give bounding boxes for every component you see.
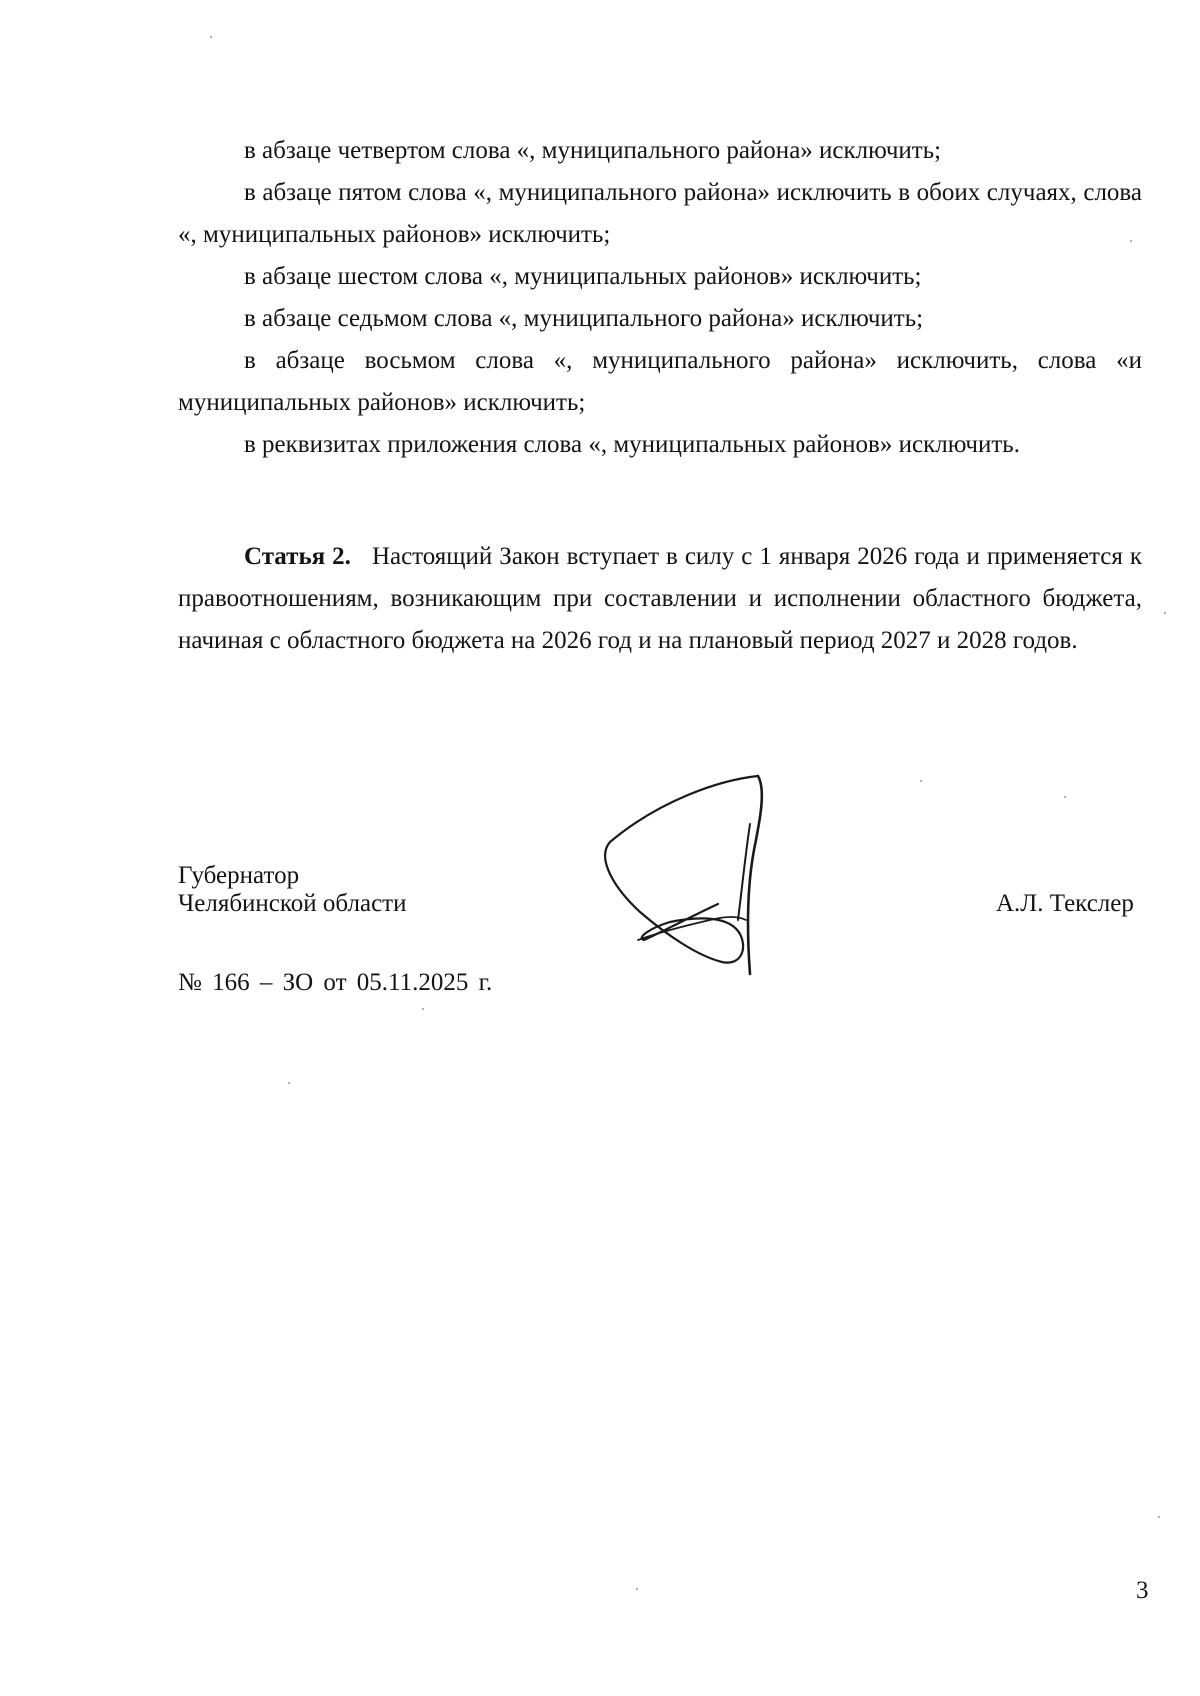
article-2 bbox=[178, 536, 1142, 662]
amendment-paragraph-4: в абзаце седьмом слова «, муниципального района» исключить; bbox=[244, 305, 924, 332]
scan-speck bbox=[1164, 612, 1166, 614]
signatory-position bbox=[178, 862, 406, 918]
position-line-2: Челябинской области bbox=[178, 890, 407, 917]
signer-name: А.Л. Текслер bbox=[996, 890, 1134, 917]
amendment-paragraph-2: в абзаце пятом слова «, муниципального района» исключить в обоих случаях, слова «, муниципальных районов» исключить; bbox=[178, 179, 1142, 248]
scan-speck bbox=[1064, 796, 1066, 798]
amendment-paragraph-1: в абзаце четвертом слова «, муниципального района» исключить; bbox=[244, 137, 942, 164]
amendment-paragraph-5: в абзаце восьмом слова «, муниципального района» исключить, слова «и муниципальных районов» исключить; bbox=[178, 347, 1142, 416]
article-2-text: Настоящий Закон вступает в силу с 1 января 2026 года и применяется к правоотношениям, возникающим при составлении и исполнении областного бюджета, начиная с областного бюджета на 2026 год и на плановый период 2027 и 2028 годов. bbox=[178, 543, 1142, 654]
scan-speck bbox=[920, 780, 922, 782]
article-2-label: Статья 2. bbox=[244, 543, 351, 570]
scan-speck bbox=[1130, 240, 1132, 242]
amendment-paragraph-6: в реквизитах приложения слова «, муниципальных районов» исключить. bbox=[244, 431, 1020, 458]
law-number: № 166 – ЗО от 05.11.2025 г. bbox=[178, 969, 493, 996]
scan-speck bbox=[636, 1588, 638, 1590]
scan-speck bbox=[288, 1082, 290, 1084]
handwritten-signature bbox=[600, 770, 800, 980]
scan-speck bbox=[422, 1008, 424, 1010]
scan-speck bbox=[1158, 1516, 1160, 1518]
scan-speck bbox=[210, 36, 212, 38]
page-number: 3 bbox=[1136, 1577, 1149, 1604]
amendments-list bbox=[178, 130, 1142, 466]
amendment-paragraph-3: в абзаце шестом слова «, муниципальных районов» исключить; bbox=[244, 263, 922, 290]
position-line-1: Губернатор bbox=[178, 862, 300, 889]
